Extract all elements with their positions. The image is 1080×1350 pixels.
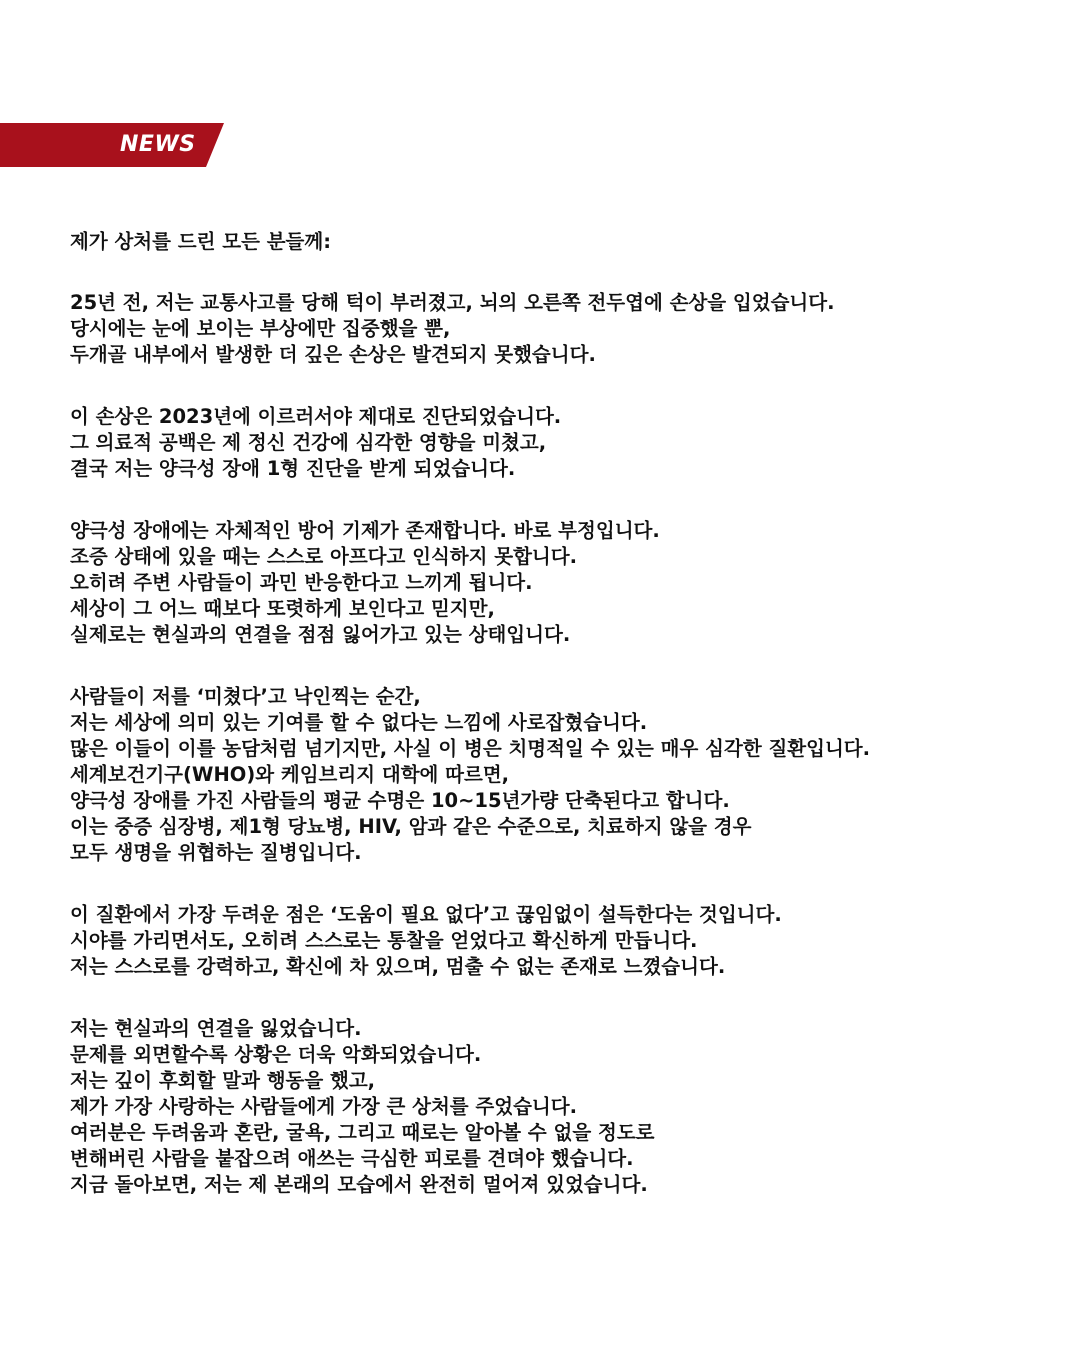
news-banner <box>0 123 224 167</box>
paragraph-line: 저는 세상에 의미 있는 기여를 할 수 없다는 느낌에 사로잡혔습니다. <box>70 711 648 734</box>
letter-paragraph <box>70 684 1060 866</box>
paragraph-line: 모두 생명을 위협하는 질병입니다. <box>70 841 362 864</box>
paragraph-line: 여러분은 두려움과 혼란, 굴욕, 그리고 때로는 알아볼 수 없을 정도로 <box>70 1121 655 1144</box>
letter-salutation: 제가 상처를 드린 모든 분들께: <box>70 230 331 253</box>
paragraph-line: 세계보건기구(WHO)와 케임브리지 대학에 따르면, <box>70 763 510 786</box>
paragraph-line: 많은 이들이 이를 농담처럼 넘기지만, 사실 이 병은 치명적일 수 있는 매우 심각한 질환입니다. <box>70 737 871 760</box>
letter-paragraph <box>70 518 1060 648</box>
news-label: NEWS <box>120 132 196 157</box>
paragraph-line: 이 손상은 2023년에 이르러서야 제대로 진단되었습니다. <box>70 405 562 428</box>
letter-paragraph <box>70 404 1060 482</box>
paragraph-line: 이 질환에서 가장 두려운 점은 ‘도움이 필요 없다’고 끊임없이 설득한다는 것입니다. <box>70 903 782 926</box>
paragraph-line: 조증 상태에 있을 때는 스스로 아프다고 인식하지 못합니다. <box>70 545 578 568</box>
paragraph-line: 양극성 장애에는 자체적인 방어 기제가 존재합니다. 바로 부정입니다. <box>70 519 660 542</box>
paragraph-line: 당시에는 눈에 보이는 부상에만 집중했을 뿐, <box>70 317 451 340</box>
paragraph-line: 25년 전, 저는 교통사고를 당해 턱이 부러졌고, 뇌의 오른쪽 전두엽에 손상을 입었습니다. <box>70 291 835 314</box>
paragraph-line: 두개골 내부에서 발생한 더 깊은 손상은 발견되지 못했습니다. <box>70 343 596 366</box>
paragraph-line: 이는 중증 심장병, 제1형 당뇨병, HIV, 암과 같은 수준으로, 치료하지 않을 경우 <box>70 815 752 838</box>
paragraph-line: 오히려 주변 사람들이 과민 반응한다고 느끼게 됩니다. <box>70 571 533 594</box>
paragraph-line: 지금 돌아보면, 저는 제 본래의 모습에서 완전히 멀어져 있었습니다. <box>70 1173 648 1196</box>
letter-body <box>70 229 1060 1234</box>
paragraph-line: 저는 현실과의 연결을 잃었습니다. <box>70 1017 362 1040</box>
paragraph-line: 저는 스스로를 강력하고, 확신에 차 있으며, 멈출 수 없는 존재로 느꼈습니다. <box>70 955 726 978</box>
letter-paragraph <box>70 902 1060 980</box>
paragraph-line: 그 의료적 공백은 제 정신 건강에 심각한 영향을 미쳤고, <box>70 431 547 454</box>
letter-paragraph <box>70 290 1060 368</box>
paragraph-line: 양극성 장애를 가진 사람들의 평균 수명은 10~15년가량 단축된다고 합니다. <box>70 789 730 812</box>
paragraph-line: 사람들이 저를 ‘미쳤다’고 낙인찍는 순간, <box>70 685 421 708</box>
paragraph-line: 세상이 그 어느 때보다 또렷하게 보인다고 믿지만, <box>70 597 495 620</box>
paragraph-line: 결국 저는 양극성 장애 1형 진단을 받게 되었습니다. <box>70 457 516 480</box>
paragraph-line: 제가 가장 사랑하는 사람들에게 가장 큰 상처를 주었습니다. <box>70 1095 578 1118</box>
letter-paragraphs <box>70 290 1060 1198</box>
paragraph-line: 문제를 외면할수록 상황은 더욱 악화되었습니다. <box>70 1043 482 1066</box>
paragraph-line: 저는 깊이 후회할 말과 행동을 했고, <box>70 1069 376 1092</box>
paragraph-line: 변해버린 사람을 붙잡으려 애쓰는 극심한 피로를 견뎌야 했습니다. <box>70 1147 634 1170</box>
paragraph-line: 실제로는 현실과의 연결을 점점 잃어가고 있는 상태입니다. <box>70 623 571 646</box>
paragraph-line: 시야를 가리면서도, 오히려 스스로는 통찰을 얻었다고 확신하게 만듭니다. <box>70 929 698 952</box>
letter-paragraph <box>70 1016 1060 1198</box>
